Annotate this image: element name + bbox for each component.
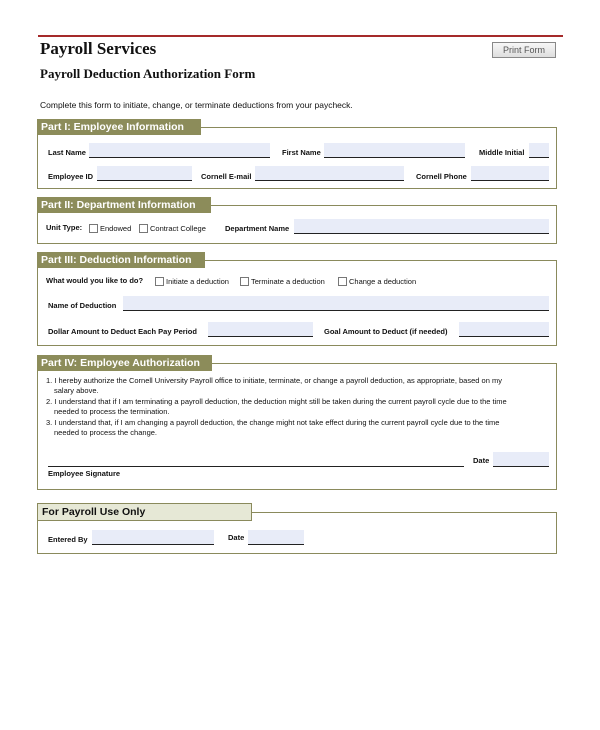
unit-type-label: Unit Type: — [46, 223, 83, 232]
dollar-amount-field[interactable] — [208, 322, 313, 337]
payroll-date-label: Date — [228, 533, 245, 542]
middle-initial-field[interactable] — [529, 143, 549, 158]
page-title: Payroll Services — [40, 39, 157, 58]
cornell-email-label: Cornell E-mail — [201, 172, 252, 181]
change-label: Change a deduction — [349, 277, 417, 286]
payroll-date-field[interactable] — [248, 530, 304, 545]
employee-signature-label: Employee Signature — [48, 469, 121, 478]
contract-college-label: Contract College — [150, 224, 206, 233]
first-name-field[interactable] — [324, 143, 465, 158]
part1-heading: Part I: Employee Information — [37, 119, 201, 135]
change-checkbox[interactable] — [338, 277, 347, 286]
authorization-date-label: Date — [473, 456, 490, 465]
cornell-email-field[interactable] — [255, 166, 404, 181]
last-name-field[interactable] — [89, 143, 270, 158]
intro-text: Complete this form to initiate, change, or terminate deductions from your paycheck. — [40, 100, 353, 110]
part2-heading: Part II: Department Information — [37, 197, 211, 213]
endowed-checkbox[interactable] — [89, 224, 98, 233]
department-name-label: Department Name — [225, 224, 290, 233]
form-subtitle: Payroll Deduction Authorization Form — [40, 66, 256, 81]
entered-by-label: Entered By — [48, 535, 88, 544]
part3-heading: Part III: Deduction Information — [37, 252, 205, 268]
payroll-use-heading: For Payroll Use Only — [37, 503, 252, 521]
terminate-checkbox[interactable] — [240, 277, 249, 286]
initiate-label: Initiate a deduction — [166, 277, 229, 286]
authorization-item-2-line-1: 2. I understand that if I am terminating a payroll deduction, the deduction might still be taken during the current payroll cycle due to the time — [46, 397, 507, 406]
authorization-item-3-line-2: needed to process the change. — [54, 428, 157, 437]
employee-id-field[interactable] — [97, 166, 192, 181]
terminate-label: Terminate a deduction — [251, 277, 325, 286]
last-name-label: Last Name — [48, 148, 86, 157]
name-of-deduction-field[interactable] — [123, 296, 549, 311]
cornell-phone-label: Cornell Phone — [416, 172, 467, 181]
authorization-date-field[interactable] — [493, 452, 549, 467]
deduction-question-label: What would you like to do? — [46, 276, 144, 285]
employee-id-label: Employee ID — [48, 172, 94, 181]
header-rule — [38, 35, 563, 37]
dollar-amount-label: Dollar Amount to Deduct Each Pay Period — [48, 327, 197, 336]
employee-signature-line[interactable] — [48, 466, 464, 467]
initiate-checkbox[interactable] — [155, 277, 164, 286]
part4-heading: Part IV: Employee Authorization — [37, 355, 212, 371]
authorization-item-1-line-1: 1. I hereby authorize the Cornell University Payroll office to initiate, terminate, or change a payroll deduction, as appropriate, based on my — [46, 376, 502, 385]
first-name-label: First Name — [282, 148, 321, 157]
contract-college-checkbox[interactable] — [139, 224, 148, 233]
name-of-deduction-label: Name of Deduction — [48, 301, 117, 310]
authorization-item-2-line-2: needed to process the termination. — [54, 407, 170, 416]
authorization-item-1-line-2: salary above. — [54, 386, 99, 395]
middle-initial-label: Middle Initial — [479, 148, 525, 157]
endowed-label: Endowed — [100, 224, 132, 233]
goal-amount-label: Goal Amount to Deduct (if needed) — [324, 327, 448, 336]
cornell-phone-field[interactable] — [471, 166, 549, 181]
department-name-field[interactable] — [294, 219, 549, 234]
print-form-button[interactable]: Print Form — [492, 42, 556, 58]
authorization-item-3-line-1: 3. I understand that, if I am changing a payroll deduction, the change might not take effect during the current payroll cycle due to the time — [46, 418, 500, 427]
goal-amount-field[interactable] — [459, 322, 549, 337]
entered-by-field[interactable] — [92, 530, 214, 545]
